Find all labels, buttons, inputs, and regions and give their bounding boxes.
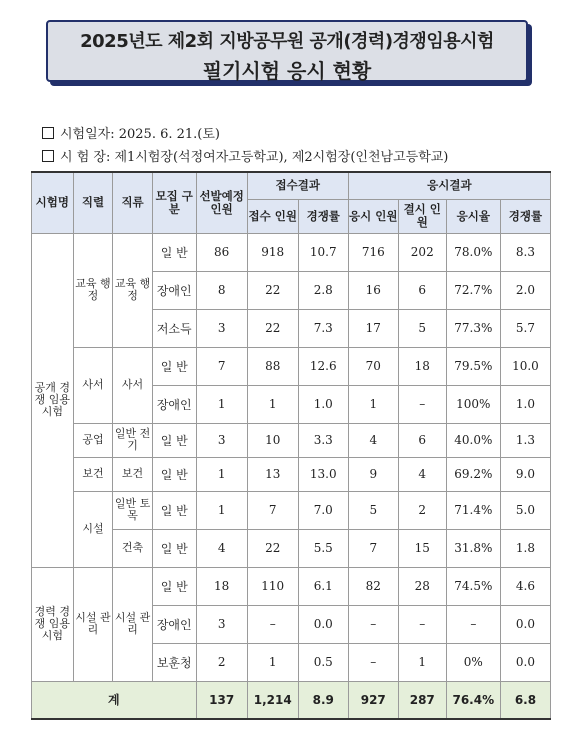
cell-absent: 4	[398, 457, 446, 491]
cell-apply-rate: 6.1	[298, 567, 348, 605]
checkbox-icon	[42, 127, 54, 139]
info-date-text: 시험일자: 2025. 6. 21.(토)	[60, 127, 221, 142]
total-apply-rate: 8.9	[298, 681, 348, 719]
total-planned: 137	[196, 681, 247, 719]
cell-rate: 5.0	[500, 491, 550, 529]
cell-type: 보훈청	[152, 643, 196, 681]
cell-applied: 22	[247, 271, 298, 309]
cell-taken: 716	[348, 233, 398, 271]
info-venue-text: 시 험 장: 제1시험장(석정여자고등학교), 제2시험장(인천남고등학교)	[60, 150, 449, 165]
cell-planned: 18	[196, 567, 247, 605]
cell-absent: 5	[398, 309, 446, 347]
cell-planned: 1	[196, 491, 247, 529]
cell-planned: 1	[196, 385, 247, 423]
header-exam-result: 응시결과	[348, 172, 550, 199]
exam-open: 공개 경쟁 임용 시험	[32, 233, 74, 567]
exam-career: 경력 경쟁 임용 시험	[32, 567, 74, 681]
cell-absent: –	[398, 605, 446, 643]
cell-type: 일 반	[152, 233, 196, 271]
cell-apply-rate: 13.0	[298, 457, 348, 491]
cell-rate: 2.0	[500, 271, 550, 309]
series-fm: 시설 관리	[73, 567, 113, 681]
header-taken: 응시 인원	[348, 199, 398, 233]
cell-rate: 1.0	[500, 385, 550, 423]
checkbox-icon	[42, 150, 54, 162]
cell-rate: 0.0	[500, 605, 550, 643]
cell-take-rate: 100%	[446, 385, 500, 423]
rank-arch: 건축	[113, 529, 153, 567]
cell-taken: 7	[348, 529, 398, 567]
cell-rate: 8.3	[500, 233, 550, 271]
cell-absent: –	[398, 385, 446, 423]
cell-planned: 7	[196, 347, 247, 385]
cell-planned: 3	[196, 605, 247, 643]
cell-taken: 16	[348, 271, 398, 309]
cell-applied: 10	[247, 423, 298, 457]
table-row	[32, 233, 551, 271]
header-exam: 시험명	[32, 172, 74, 233]
cell-absent: 2	[398, 491, 446, 529]
cell-applied: 13	[247, 457, 298, 491]
cell-type: 일 반	[152, 423, 196, 457]
header-exam-rate: 경쟁률	[500, 199, 550, 233]
cell-planned: 8	[196, 271, 247, 309]
cell-absent: 1	[398, 643, 446, 681]
cell-applied: 22	[247, 529, 298, 567]
cell-rate: 9.0	[500, 457, 550, 491]
header-recruit-type: 모집 구분	[152, 172, 196, 233]
cell-take-rate: 79.5%	[446, 347, 500, 385]
cell-apply-rate: 2.8	[298, 271, 348, 309]
header-planned: 선발예정 인원	[196, 172, 247, 233]
cell-take-rate: 0%	[446, 643, 500, 681]
cell-planned: 3	[196, 423, 247, 457]
series-admin: 교육 행정	[73, 233, 113, 347]
cell-taken: 1	[348, 385, 398, 423]
cell-taken: –	[348, 605, 398, 643]
cell-planned: 3	[196, 309, 247, 347]
header-apply-count: 접수 인원	[247, 199, 298, 233]
total-rate: 6.8	[500, 681, 550, 719]
cell-take-rate: 69.2%	[446, 457, 500, 491]
rank-clerk: 사서	[113, 347, 153, 423]
rank-industrial: 일반 전기	[113, 423, 153, 457]
cell-absent: 6	[398, 423, 446, 457]
cell-taken: 17	[348, 309, 398, 347]
cell-apply-rate: 7.3	[298, 309, 348, 347]
header-apply-result: 접수결과	[247, 172, 348, 199]
title-line2: 필기시험 응시 현황	[202, 59, 372, 83]
cell-applied: 1	[247, 385, 298, 423]
cell-applied: 88	[247, 347, 298, 385]
title-line1: 2025년도 제2회 지방공무원 공개(경력)경쟁임용시험	[80, 31, 494, 52]
cell-take-rate: 31.8%	[446, 529, 500, 567]
cell-applied: 22	[247, 309, 298, 347]
cell-absent: 18	[398, 347, 446, 385]
cell-rate: 1.3	[500, 423, 550, 457]
cell-planned: 1	[196, 457, 247, 491]
cell-apply-rate: 12.6	[298, 347, 348, 385]
rank-fm: 시설 관리	[113, 567, 153, 681]
cell-type: 일 반	[152, 457, 196, 491]
total-label: 계	[32, 681, 197, 719]
cell-apply-rate: 0.0	[298, 605, 348, 643]
cell-type: 일 반	[152, 529, 196, 567]
cell-apply-rate: 5.5	[298, 529, 348, 567]
cell-type: 장애인	[152, 271, 196, 309]
cell-apply-rate: 3.3	[298, 423, 348, 457]
table-row	[32, 457, 551, 491]
cell-applied: 1	[247, 643, 298, 681]
cell-take-rate: 72.7%	[446, 271, 500, 309]
cell-type: 저소득	[152, 309, 196, 347]
cell-taken: –	[348, 643, 398, 681]
cell-take-rate: 40.0%	[446, 423, 500, 457]
cell-apply-rate: 1.0	[298, 385, 348, 423]
rank-admin: 교육 행정	[113, 233, 153, 347]
rank-civil: 일반 토목	[113, 491, 153, 529]
cell-taken: 82	[348, 567, 398, 605]
cell-applied: 918	[247, 233, 298, 271]
rank-health: 보건	[113, 457, 153, 491]
total-taken: 927	[348, 681, 398, 719]
cell-type: 일 반	[152, 491, 196, 529]
cell-take-rate: 71.4%	[446, 491, 500, 529]
cell-planned: 4	[196, 529, 247, 567]
title-box	[46, 20, 528, 82]
total-applied: 1,214	[247, 681, 298, 719]
table-row	[32, 567, 551, 605]
cell-planned: 86	[196, 233, 247, 271]
table-row	[32, 491, 551, 529]
cell-absent: 202	[398, 233, 446, 271]
header-apply-rate: 경쟁률	[298, 199, 348, 233]
cell-apply-rate: 10.7	[298, 233, 348, 271]
series-industrial: 공업	[73, 423, 113, 457]
cell-taken: 4	[348, 423, 398, 457]
cell-take-rate: –	[446, 605, 500, 643]
cell-type: 장애인	[152, 385, 196, 423]
cell-apply-rate: 7.0	[298, 491, 348, 529]
header-take-rate: 응시율	[446, 199, 500, 233]
cell-absent: 15	[398, 529, 446, 567]
series-health: 보건	[73, 457, 113, 491]
cell-taken: 70	[348, 347, 398, 385]
cell-absent: 6	[398, 271, 446, 309]
cell-take-rate: 74.5%	[446, 567, 500, 605]
table-row	[32, 347, 551, 385]
cell-type: 장애인	[152, 605, 196, 643]
header-absent: 결시 인원	[398, 199, 446, 233]
info-venue	[42, 146, 448, 165]
cell-rate: 10.0	[500, 347, 550, 385]
series-clerk: 사서	[73, 347, 113, 423]
total-row	[32, 681, 551, 719]
header-rank: 직류	[113, 172, 153, 233]
total-take-rate: 76.4%	[446, 681, 500, 719]
cell-type: 일 반	[152, 347, 196, 385]
cell-take-rate: 78.0%	[446, 233, 500, 271]
header-series: 직렬	[73, 172, 113, 233]
cell-applied: –	[247, 605, 298, 643]
cell-rate: 5.7	[500, 309, 550, 347]
cell-type: 일 반	[152, 567, 196, 605]
cell-rate: 0.0	[500, 643, 550, 681]
info-date	[42, 123, 220, 142]
cell-rate: 4.6	[500, 567, 550, 605]
cell-rate: 1.8	[500, 529, 550, 567]
cell-taken: 5	[348, 491, 398, 529]
total-absent: 287	[398, 681, 446, 719]
cell-taken: 9	[348, 457, 398, 491]
cell-applied: 110	[247, 567, 298, 605]
results-table	[31, 171, 551, 720]
cell-apply-rate: 0.5	[298, 643, 348, 681]
cell-absent: 28	[398, 567, 446, 605]
series-facility: 시설	[73, 491, 113, 567]
cell-planned: 2	[196, 643, 247, 681]
table-row	[32, 423, 551, 457]
cell-take-rate: 77.3%	[446, 309, 500, 347]
cell-applied: 7	[247, 491, 298, 529]
